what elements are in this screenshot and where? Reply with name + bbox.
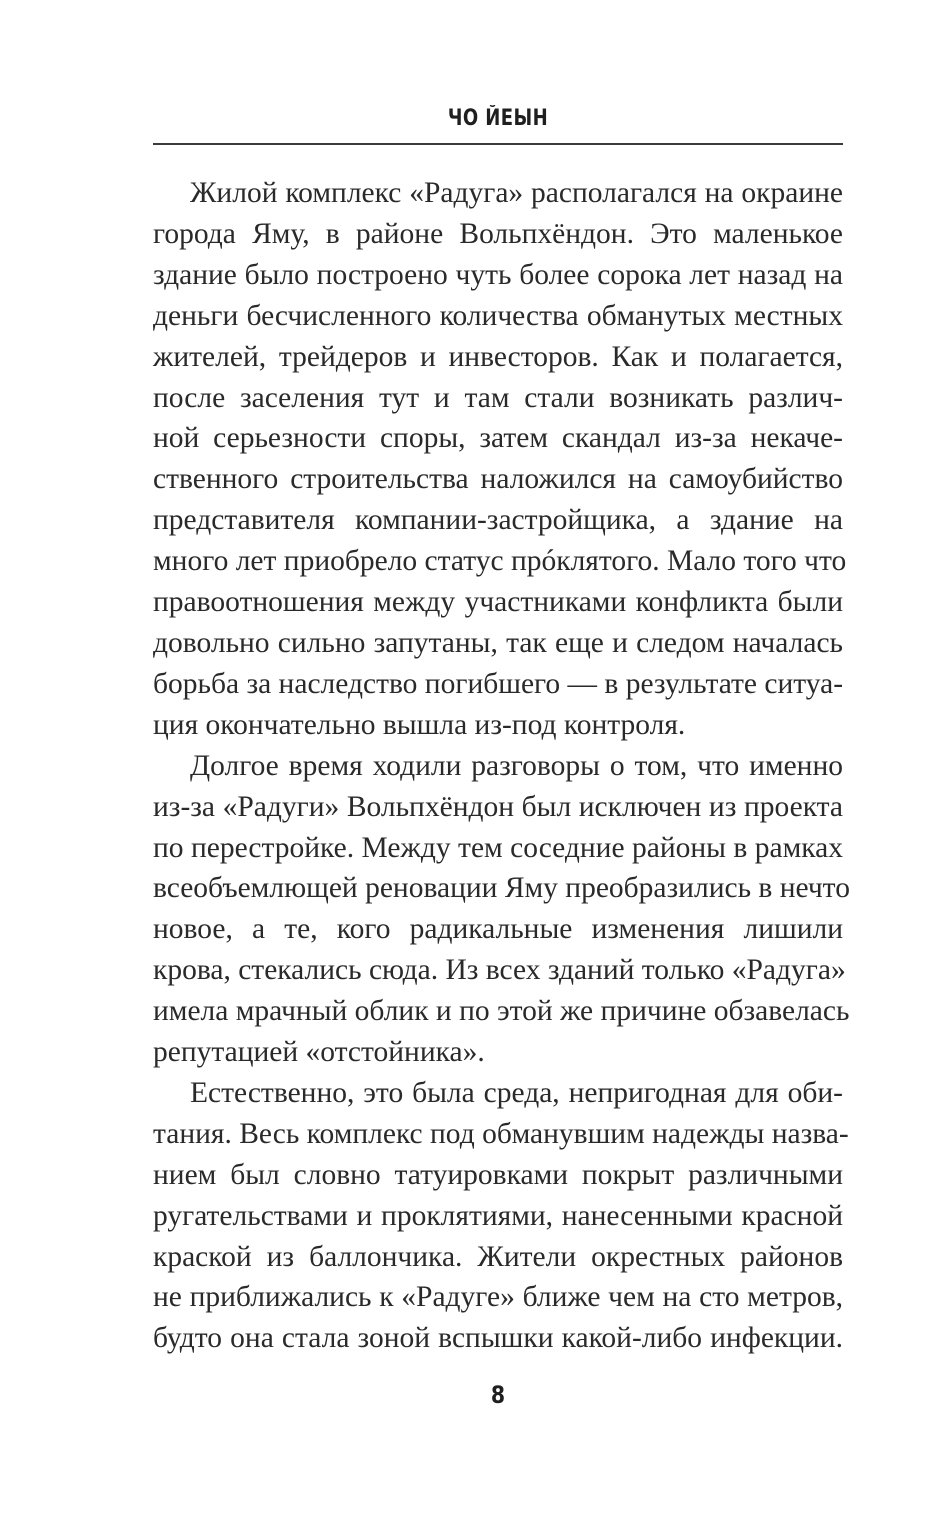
text-line: Естественно, это была среда, непригодная для оби-	[190, 1076, 843, 1109]
text-line: не приближались к «Радуге» ближе чем на сто метров,	[153, 1281, 843, 1314]
text-line: ция окончательно вышла из-под контроля.	[153, 708, 686, 741]
header-rule	[153, 143, 843, 145]
text-line: после заселения тут и там стали возникать различ-	[153, 381, 843, 414]
text-line: города Яму, в районе Вольпхёндон. Это маленькое	[153, 217, 843, 250]
body-text	[153, 173, 850, 1359]
text-line: из-за «Радуги» Вольпхёндон был исключен из проекта	[153, 790, 843, 823]
text-line: здание было построено чуть более сорока лет назад на	[153, 258, 843, 291]
text-line: новое, а те, кого радикальные изменения лишили	[153, 913, 843, 946]
text-line: краской из баллончика. Жители окрестных районов	[153, 1240, 843, 1273]
text-line: борьба за наследство погибшего — в результате ситуа-	[153, 667, 844, 700]
text-line: ственного строительства наложился на самоубийство	[153, 463, 843, 496]
text-line: имела мрачный облик и по этой же причине обзавелась	[153, 995, 850, 1028]
paragraph-3	[153, 1073, 849, 1359]
text-line: Долгое время ходили разговоры о том, что именно	[190, 749, 843, 782]
text-line: ругательствами и проклятиями, нанесенными красной	[153, 1199, 843, 1232]
text-line: крова, стекались сюда. Из всех зданий только «Радуга»	[153, 954, 846, 987]
page-number: 8	[490, 1381, 506, 1409]
text-line: много лет приобрело статус прóклятого. Мало того что	[153, 545, 847, 578]
text-line: жителей, трейдеров и инвесторов. Как и полагается,	[153, 340, 843, 373]
paragraph-1	[153, 173, 847, 746]
text-line: репутацией «отстойника».	[153, 1036, 485, 1069]
text-line: правоотношения между участниками конфликта были	[153, 586, 843, 619]
text-line: нием был словно татуировками покрыт различными	[153, 1158, 843, 1191]
text-line: представителя компании-застройщика, а здание на	[153, 504, 843, 537]
text-line: ной серьезности споры, затем скандал из-за некаче-	[153, 422, 843, 455]
text-line: тания. Весь комплекс под обманувшим надежды назва-	[153, 1117, 849, 1150]
text-line: по перестройке. Между тем соседние районы в рамках	[153, 831, 843, 864]
running-head-author: ЧО ЙЕЫН	[447, 106, 549, 131]
text-line: всеобъемлющей реновации Яму преобразились в нечто	[153, 872, 850, 905]
text-line: довольно сильно запутаны, так еще и следом началась	[153, 626, 843, 659]
paragraph-2	[153, 746, 850, 1073]
text-line: Жилой комплекс «Радуга» располагался на окраине	[190, 177, 843, 209]
text-line: деньги бесчисленного количества обманутых местных	[153, 299, 843, 332]
text-line: будто она стала зоной вспышки какой-либо инфекции.	[153, 1322, 843, 1355]
